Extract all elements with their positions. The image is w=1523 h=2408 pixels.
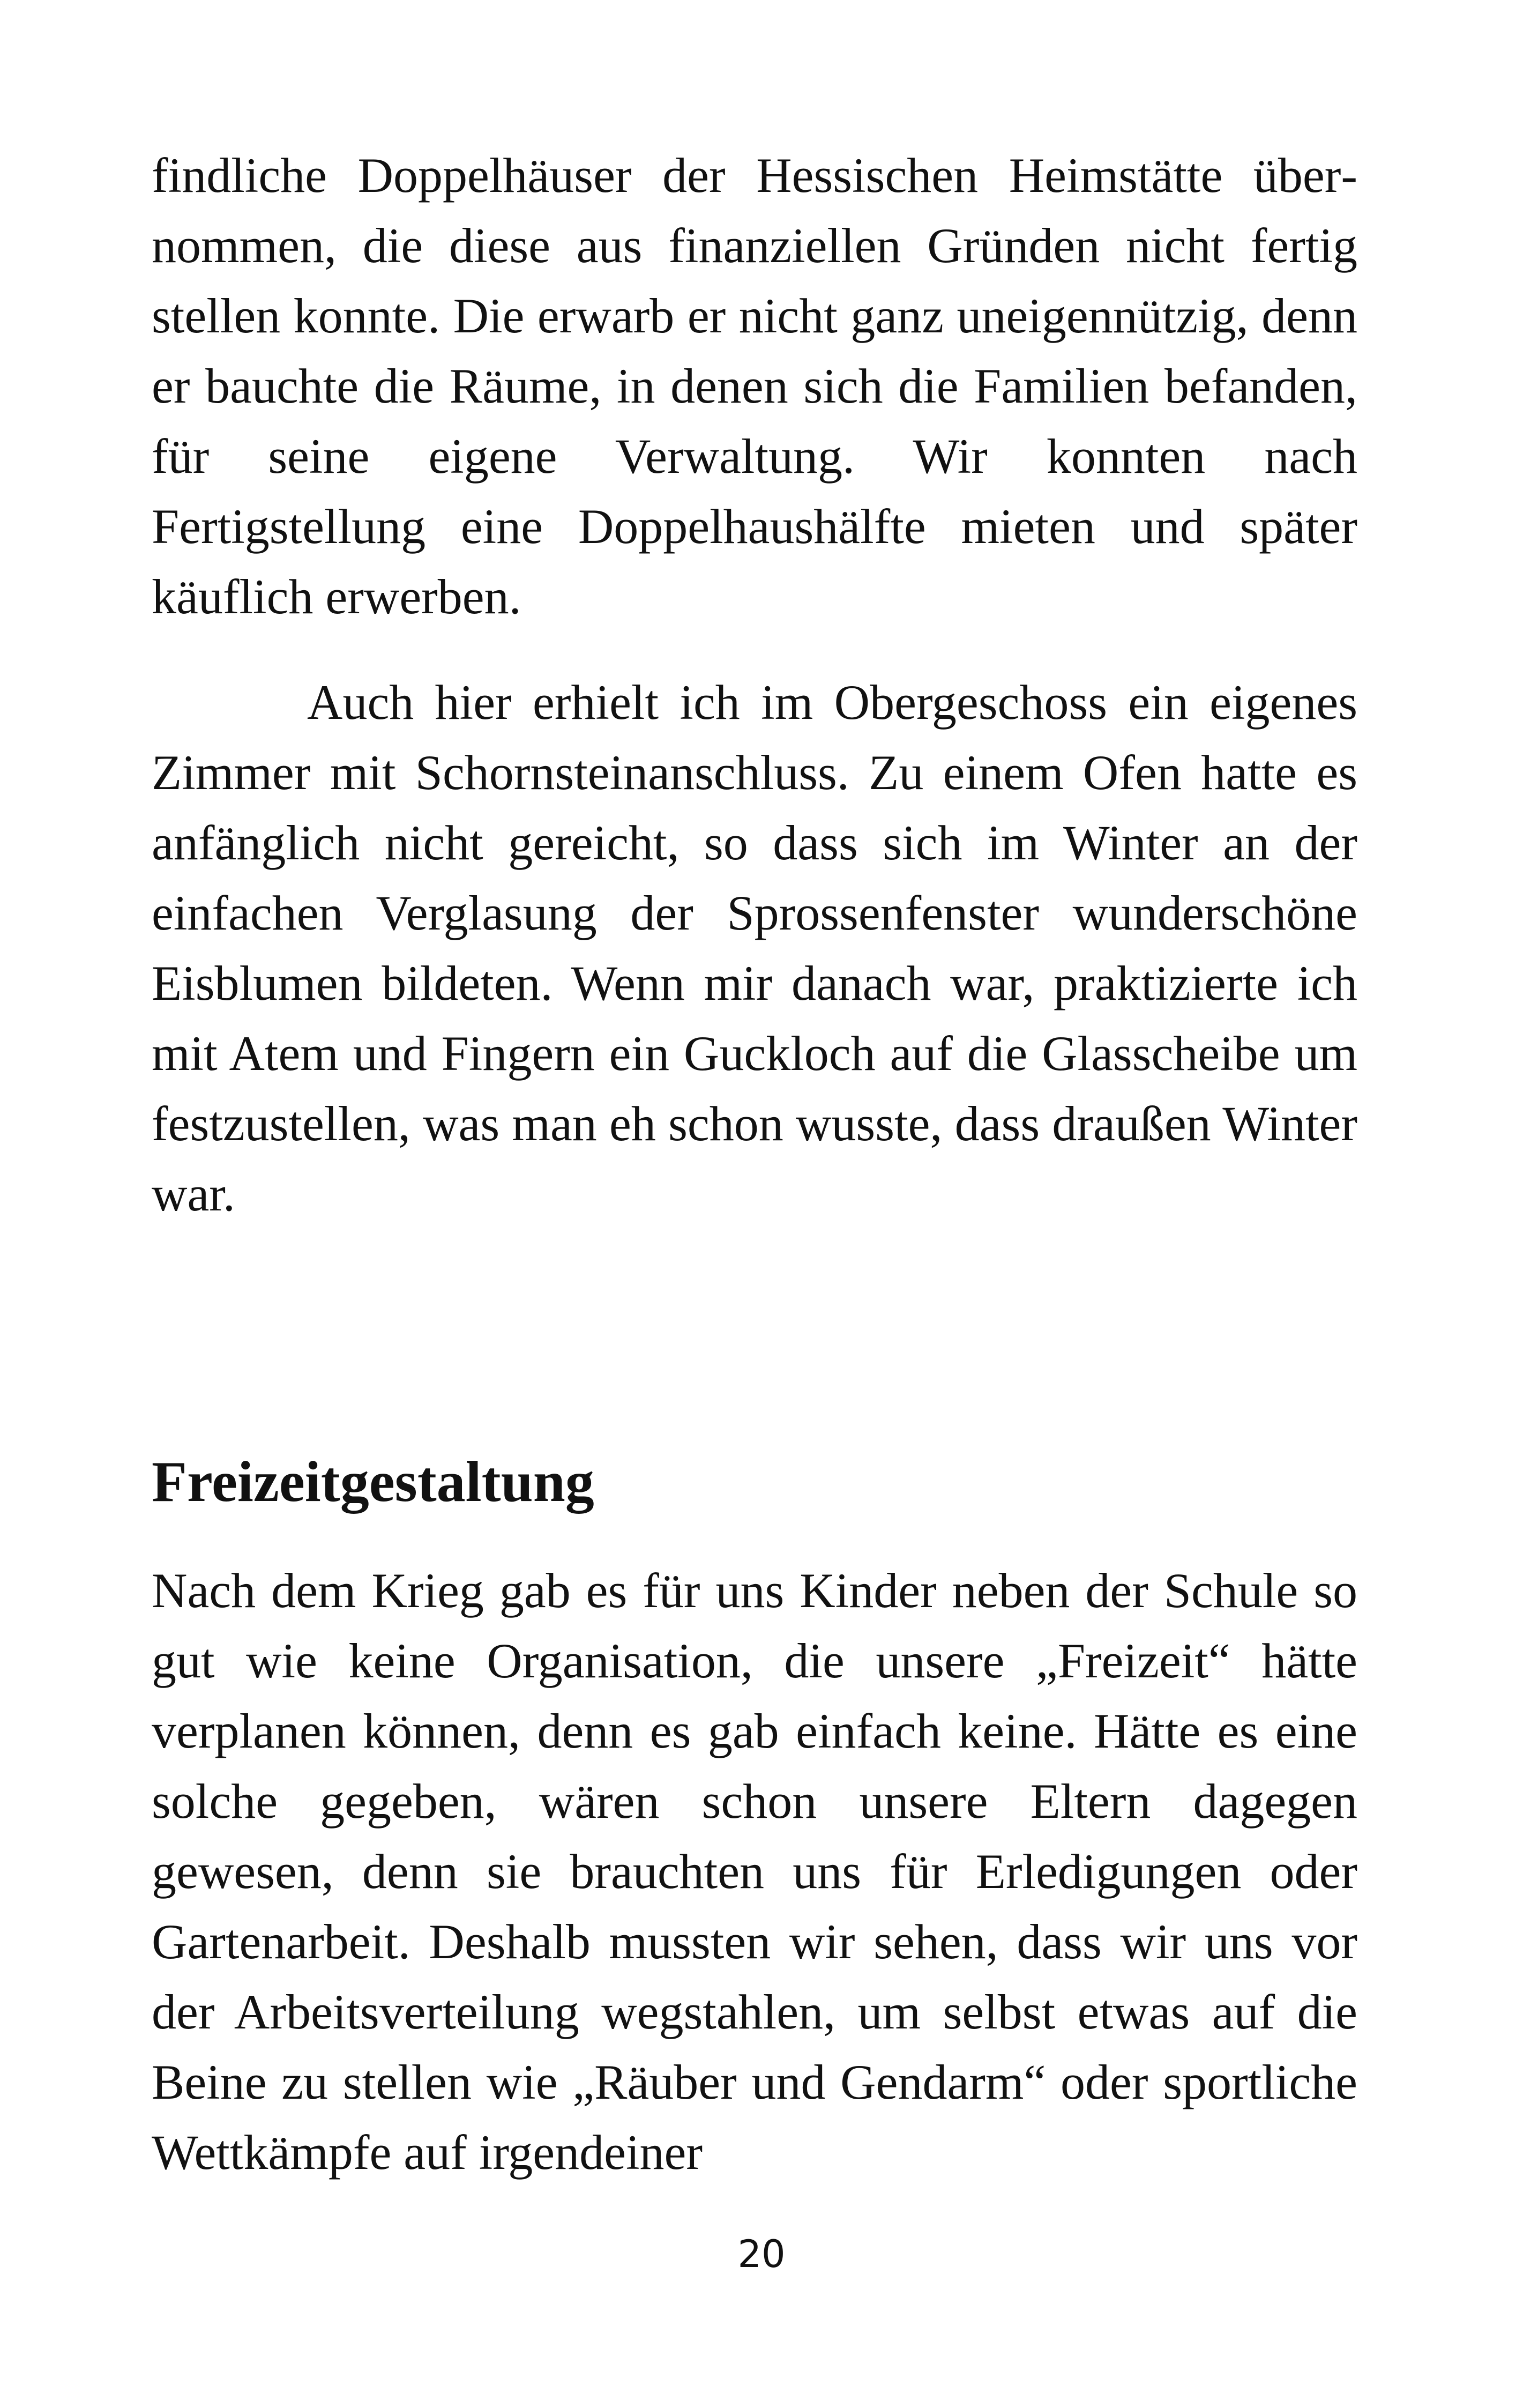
paragraph-free-time: Nach dem Krieg gab es für uns Kinder neben der Schule so gut wie keine Organisation, die unsere „Freizeit“ hätte verplanen können, denn es gab einfach keine. Hätte es eine solche gegeben, wären schon unsere Eltern dagegen gewesen, denn sie brauchten uns für Erledigungen oder Gartenarbeit. Deshalb mussten wir sehen, dass wir uns vor der Arbeitsverteilung wegstahlen, um selbst etwas auf die Beine zu stellen wie „Räuber und Gendarm“ oder sportliche Wettkämpfe auf irgendeiner: [152, 1563, 1357, 2180]
page-number: 20: [737, 2232, 786, 2276]
paragraph-housing: findliche Doppelhäuser der Hessischen Heimstätte übernommen, die diese aus finanziellen Gründen nicht fertig stellen konnte. Die erwarb er nicht ganz uneigennützig, denn er bauchte die Räume, in denen sich die Familien befanden, für seine eigene Verwaltung. Wir konnten nach Fertigstellung eine Doppelhaushälfte mieten und später käuflich erwerben.: [152, 148, 1357, 624]
section-heading: Freizeitgestaltung: [152, 1450, 594, 1514]
paragraph-room: Auch hier erhielt ich im Obergeschoss ein eigenes Zimmer mit Schornsteinanschluss. Zu einem Ofen hatte es anfänglich nicht gereicht, so dass sich im Winter an der einfachen Verglasung der Sprossenfenster wunderschöne Eisblumen bildeten. Wenn mir danach war, praktizierte ich mit Atem und Fingern ein Guckloch auf die Glasscheibe um festzustellen, was man eh schon wusste, dass draußen Winter war.: [152, 675, 1357, 1221]
